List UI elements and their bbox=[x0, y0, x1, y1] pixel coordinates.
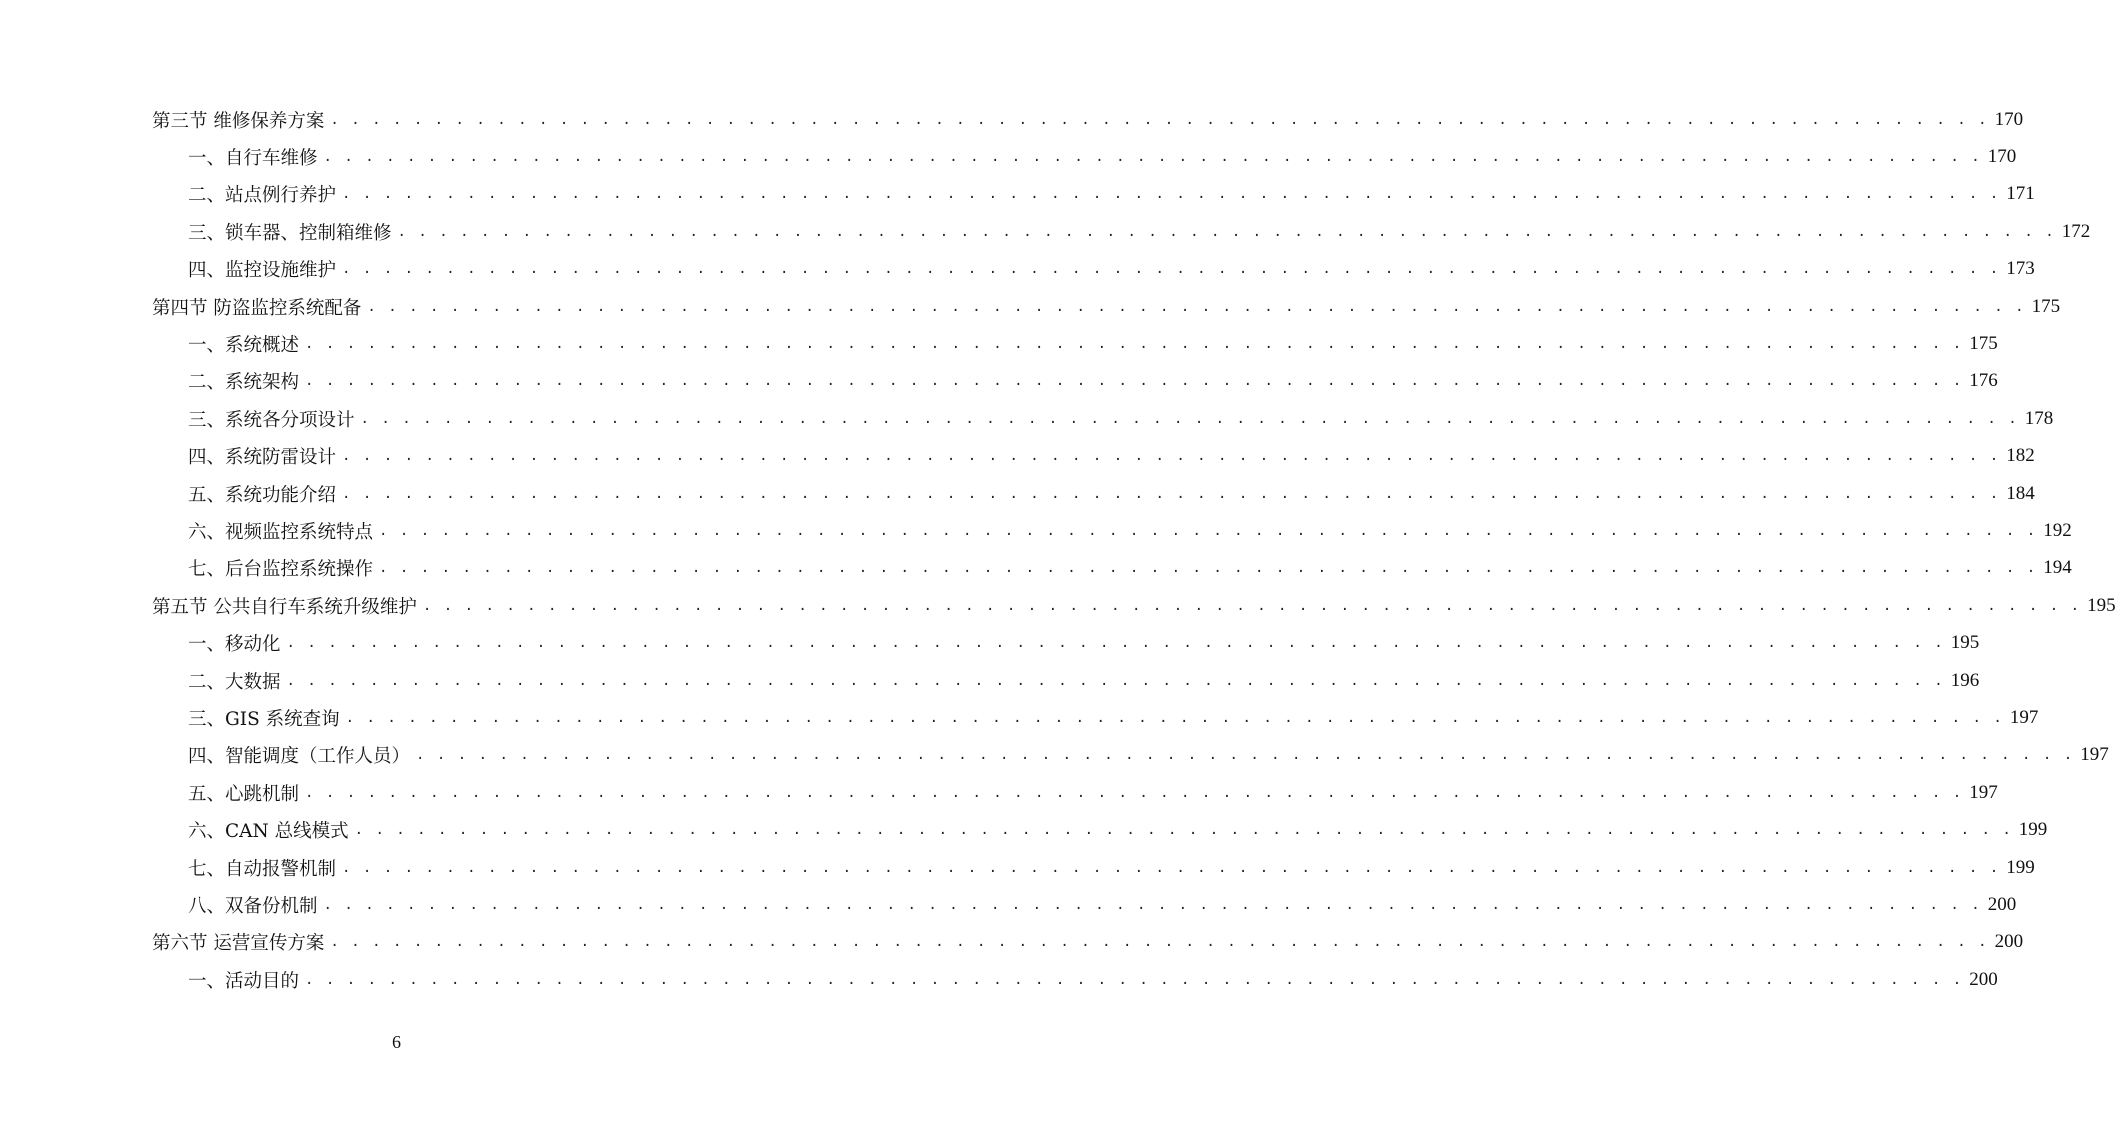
toc-entry-title: 六、视频监控系统特点 bbox=[188, 521, 374, 543]
dot-leader: . . . . . . . . . . . . . . . . . . . . . . . . . . . . . . . . . . . . . . . . . . . . . . . . . . . . . . . . . . . . . . . . . . . . . . . . . . . . . . . . bbox=[342, 261, 2001, 278]
toc-entry-title: 第四节 防盗监控系统配备 bbox=[152, 297, 362, 319]
toc-entry-page-number: 194 bbox=[2043, 557, 2072, 579]
dot-leader: . . . . . . . . . . . . . . . . . . . . . . . . . . . . . . . . . . . . . . . . . . . . . . . . . . . . . . . . . . . . . . . . . . . . . . . . . . . . . . . . bbox=[422, 597, 2082, 614]
toc-entry-title: 四、智能调度（工作人员） bbox=[188, 746, 411, 768]
dot-leader: . . . . . . . . . . . . . . . . . . . . . . . . . . . . . . . . . . . . . . . . . . . . . . . . . . . . . . . . . . . . . . . . . . . . . . . . . . . . . . . . bbox=[416, 747, 2075, 764]
toc-subsection-entry[interactable] bbox=[152, 737, 2109, 774]
toc-entry-title: 一、活动目的 bbox=[188, 970, 300, 992]
dot-leader: . . . . . . . . . . . . . . . . . . . . . . . . . . . . . . . . . . . . . . . . . . . . . . . . . . . . . . . . . . . . . . . . . . . . . . . . . . . . . . . . bbox=[323, 149, 1982, 166]
toc-entry-page-number: 172 bbox=[2061, 220, 2091, 242]
toc-section-entry[interactable] bbox=[152, 101, 2024, 138]
dot-leader: . . . . . . . . . . . . . . . . . . . . . . . . . . . . . . . . . . . . . . . . . . . . . . . . . . . . . . . . . . . . . . . . . . . . . . . . . . . . . . . . bbox=[305, 373, 1964, 390]
toc-entry-title: 二、大数据 bbox=[188, 671, 281, 693]
toc-entry-title: 八、双备份机制 bbox=[188, 895, 318, 917]
toc-entry-page-number: 175 bbox=[2031, 295, 2061, 317]
toc-subsection-entry[interactable] bbox=[152, 811, 2048, 848]
toc-entry-title: 三、GIS 系统查询 bbox=[188, 708, 340, 730]
toc-subsection-entry[interactable] bbox=[152, 138, 2017, 175]
dot-leader: . . . . . . . . . . . . . . . . . . . . . . . . . . . . . . . . . . . . . . . . . . . . . . . . . . . . . . . . . . . . . . . . . . . . . . . . . . . . . . . . bbox=[354, 822, 2013, 839]
toc-entry-page-number: 199 bbox=[2006, 856, 2035, 878]
toc-subsection-entry[interactable] bbox=[152, 363, 1998, 400]
toc-entry-page-number: 200 bbox=[1987, 893, 2017, 915]
toc-entry-title: 四、系统防雷设计 bbox=[188, 447, 337, 469]
toc-entry-page-number: 182 bbox=[2006, 445, 2035, 467]
toc-subsection-entry[interactable] bbox=[152, 438, 2035, 475]
toc-entry-title: 五、系统功能介绍 bbox=[188, 484, 337, 506]
toc-entry-title: 一、系统概述 bbox=[188, 335, 300, 357]
toc-subsection-entry[interactable] bbox=[152, 176, 2035, 213]
toc-entry-title: 五、心跳机制 bbox=[188, 783, 300, 805]
dot-leader: . . . . . . . . . . . . . . . . . . . . . . . . . . . . . . . . . . . . . . . . . . . . . . . . . . . . . . . . . . . . . . . . . . . . . . . . . . . . . . . . bbox=[323, 896, 1982, 913]
toc-subsection-entry[interactable] bbox=[152, 699, 2039, 736]
toc-entry-page-number: 170 bbox=[1994, 108, 2024, 130]
dot-leader: . . . . . . . . . . . . . . . . . . . . . . . . . . . . . . . . . . . . . . . . . . . . . . . . . . . . . . . . . . . . . . . . . . . . . . . . . . . . . . . . bbox=[305, 971, 1964, 988]
toc-subsection-entry[interactable] bbox=[152, 512, 2072, 549]
dot-leader: . . . . . . . . . . . . . . . . . . . . . . . . . . . . . . . . . . . . . . . . . . . . . . . . . . . . . . . . . . . . . . . . . . . . . . . . . . . . . . . . bbox=[342, 186, 2001, 203]
dot-leader: . . . . . . . . . . . . . . . . . . . . . . . . . . . . . . . . . . . . . . . . . . . . . . . . . . . . . . . . . . . . . . . . . . . . . . . . . . . . . . . . bbox=[342, 485, 2001, 502]
toc-entry-title: 七、自动报警机制 bbox=[188, 858, 337, 880]
toc-section-entry[interactable] bbox=[152, 924, 2024, 961]
toc-entry-title: 一、自行车维修 bbox=[188, 148, 318, 170]
toc-entry-page-number: 178 bbox=[2024, 407, 2054, 429]
dot-leader: . . . . . . . . . . . . . . . . . . . . . . . . . . . . . . . . . . . . . . . . . . . . . . . . . . . . . . . . . . . . . . . . . . . . . . . . . . . . . . . . bbox=[305, 784, 1964, 801]
toc-subsection-entry[interactable] bbox=[152, 774, 1998, 811]
dot-leader: . . . . . . . . . . . . . . . . . . . . . . . . . . . . . . . . . . . . . . . . . . . . . . . . . . . . . . . . . . . . . . . . . . . . . . . . . . . . . . . . bbox=[379, 522, 2038, 539]
toc-entry-page-number: 200 bbox=[1969, 968, 1998, 990]
toc-entry-page-number: 200 bbox=[1994, 931, 2024, 953]
table-of-contents bbox=[152, 101, 2116, 998]
dot-leader: . . . . . . . . . . . . . . . . . . . . . . . . . . . . . . . . . . . . . . . . . . . . . . . . . . . . . . . . . . . . . . . . . . . . . . . . . . . . . . . . bbox=[286, 672, 1945, 689]
toc-entry-title: 一、移动化 bbox=[188, 634, 281, 656]
toc-entry-title: 二、系统架构 bbox=[188, 372, 300, 394]
toc-entry-page-number: 195 bbox=[1950, 632, 1980, 654]
toc-subsection-entry[interactable] bbox=[152, 325, 1998, 362]
toc-subsection-entry[interactable] bbox=[152, 662, 1980, 699]
toc-entry-title: 三、系统各分项设计 bbox=[188, 409, 355, 431]
toc-entry-title: 六、CAN 总线模式 bbox=[188, 821, 349, 843]
dot-leader: . . . . . . . . . . . . . . . . . . . . . . . . . . . . . . . . . . . . . . . . . . . . . . . . . . . . . . . . . . . . . . . . . . . . . . . . . . . . . . . . bbox=[330, 111, 1989, 128]
dot-leader: . . . . . . . . . . . . . . . . . . . . . . . . . . . . . . . . . . . . . . . . . . . . . . . . . . . . . . . . . . . . . . . . . . . . . . . . . . . . . . . . bbox=[367, 298, 2026, 315]
toc-subsection-entry[interactable] bbox=[152, 886, 2017, 923]
toc-entry-page-number: 173 bbox=[2006, 258, 2035, 280]
dot-leader: . . . . . . . . . . . . . . . . . . . . . . . . . . . . . . . . . . . . . . . . . . . . . . . . . . . . . . . . . . . . . . . . . . . . . . . . . . . . . . . . bbox=[305, 336, 1964, 353]
toc-entry-title: 四、监控设施维护 bbox=[188, 260, 337, 282]
toc-entry-page-number: 170 bbox=[1987, 146, 2017, 168]
toc-subsection-entry[interactable] bbox=[152, 849, 2035, 886]
dot-leader: . . . . . . . . . . . . . . . . . . . . . . . . . . . . . . . . . . . . . . . . . . . . . . . . . . . . . . . . . . . . . . . . . . . . . . . . . . . . . . . . bbox=[286, 635, 1945, 652]
toc-entry-page-number: 184 bbox=[2006, 482, 2035, 504]
toc-entry-page-number: 197 bbox=[2009, 706, 2039, 728]
toc-entry-title: 第三节 维修保养方案 bbox=[152, 110, 325, 132]
dot-leader: . . . . . . . . . . . . . . . . . . . . . . . . . . . . . . . . . . . . . . . . . . . . . . . . . . . . . . . . . . . . . . . . . . . . . . . . . . . . . . . . bbox=[330, 934, 1989, 951]
toc-entry-page-number: 197 bbox=[2080, 744, 2109, 766]
dot-leader: . . . . . . . . . . . . . . . . . . . . . . . . . . . . . . . . . . . . . . . . . . . . . . . . . . . . . . . . . . . . . . . . . . . . . . . . . . . . . . . . bbox=[360, 410, 2019, 427]
toc-entry-title: 三、锁车器、控制箱维修 bbox=[188, 222, 392, 244]
toc-entry-title: 第六节 运营宣传方案 bbox=[152, 933, 325, 955]
toc-subsection-entry[interactable] bbox=[152, 961, 1998, 998]
toc-entry-page-number: 176 bbox=[1969, 370, 1998, 392]
toc-subsection-entry[interactable] bbox=[152, 550, 2072, 587]
toc-entry-title: 二、站点例行养护 bbox=[188, 185, 337, 207]
toc-entry-page-number: 175 bbox=[1969, 333, 1998, 355]
toc-entry-page-number: 196 bbox=[1950, 669, 1980, 691]
toc-subsection-entry[interactable] bbox=[152, 624, 1980, 661]
page-number: 6 bbox=[392, 1032, 401, 1052]
dot-leader: . . . . . . . . . . . . . . . . . . . . . . . . . . . . . . . . . . . . . . . . . . . . . . . . . . . . . . . . . . . . . . . . . . . . . . . . . . . . . . . . bbox=[342, 448, 2001, 465]
toc-section-entry[interactable] bbox=[152, 587, 2116, 624]
toc-entry-title: 七、后台监控系统操作 bbox=[188, 559, 374, 581]
dot-leader: . . . . . . . . . . . . . . . . . . . . . . . . . . . . . . . . . . . . . . . . . . . . . . . . . . . . . . . . . . . . . . . . . . . . . . . . . . . . . . . . bbox=[397, 223, 2056, 240]
toc-subsection-entry[interactable] bbox=[152, 213, 2091, 250]
toc-subsection-entry[interactable] bbox=[152, 400, 2054, 437]
toc-entry-title: 第五节 公共自行车系统升级维护 bbox=[152, 596, 417, 618]
toc-entry-page-number: 195 bbox=[2087, 594, 2116, 616]
dot-leader: . . . . . . . . . . . . . . . . . . . . . . . . . . . . . . . . . . . . . . . . . . . . . . . . . . . . . . . . . . . . . . . . . . . . . . . . . . . . . . . . bbox=[379, 560, 2038, 577]
dot-leader: . . . . . . . . . . . . . . . . . . . . . . . . . . . . . . . . . . . . . . . . . . . . . . . . . . . . . . . . . . . . . . . . . . . . . . . . . . . . . . . . bbox=[342, 859, 2001, 876]
toc-entry-page-number: 192 bbox=[2043, 519, 2072, 541]
toc-entry-page-number: 197 bbox=[1969, 781, 1998, 803]
dot-leader: . . . . . . . . . . . . . . . . . . . . . . . . . . . . . . . . . . . . . . . . . . . . . . . . . . . . . . . . . . . . . . . . . . . . . . . . . . . . . . . . bbox=[345, 709, 2004, 726]
toc-entry-page-number: 171 bbox=[2006, 183, 2035, 205]
toc-subsection-entry[interactable] bbox=[152, 475, 2035, 512]
toc-entry-page-number: 199 bbox=[2018, 819, 2048, 841]
toc-section-entry[interactable] bbox=[152, 288, 2061, 325]
toc-subsection-entry[interactable] bbox=[152, 251, 2035, 288]
